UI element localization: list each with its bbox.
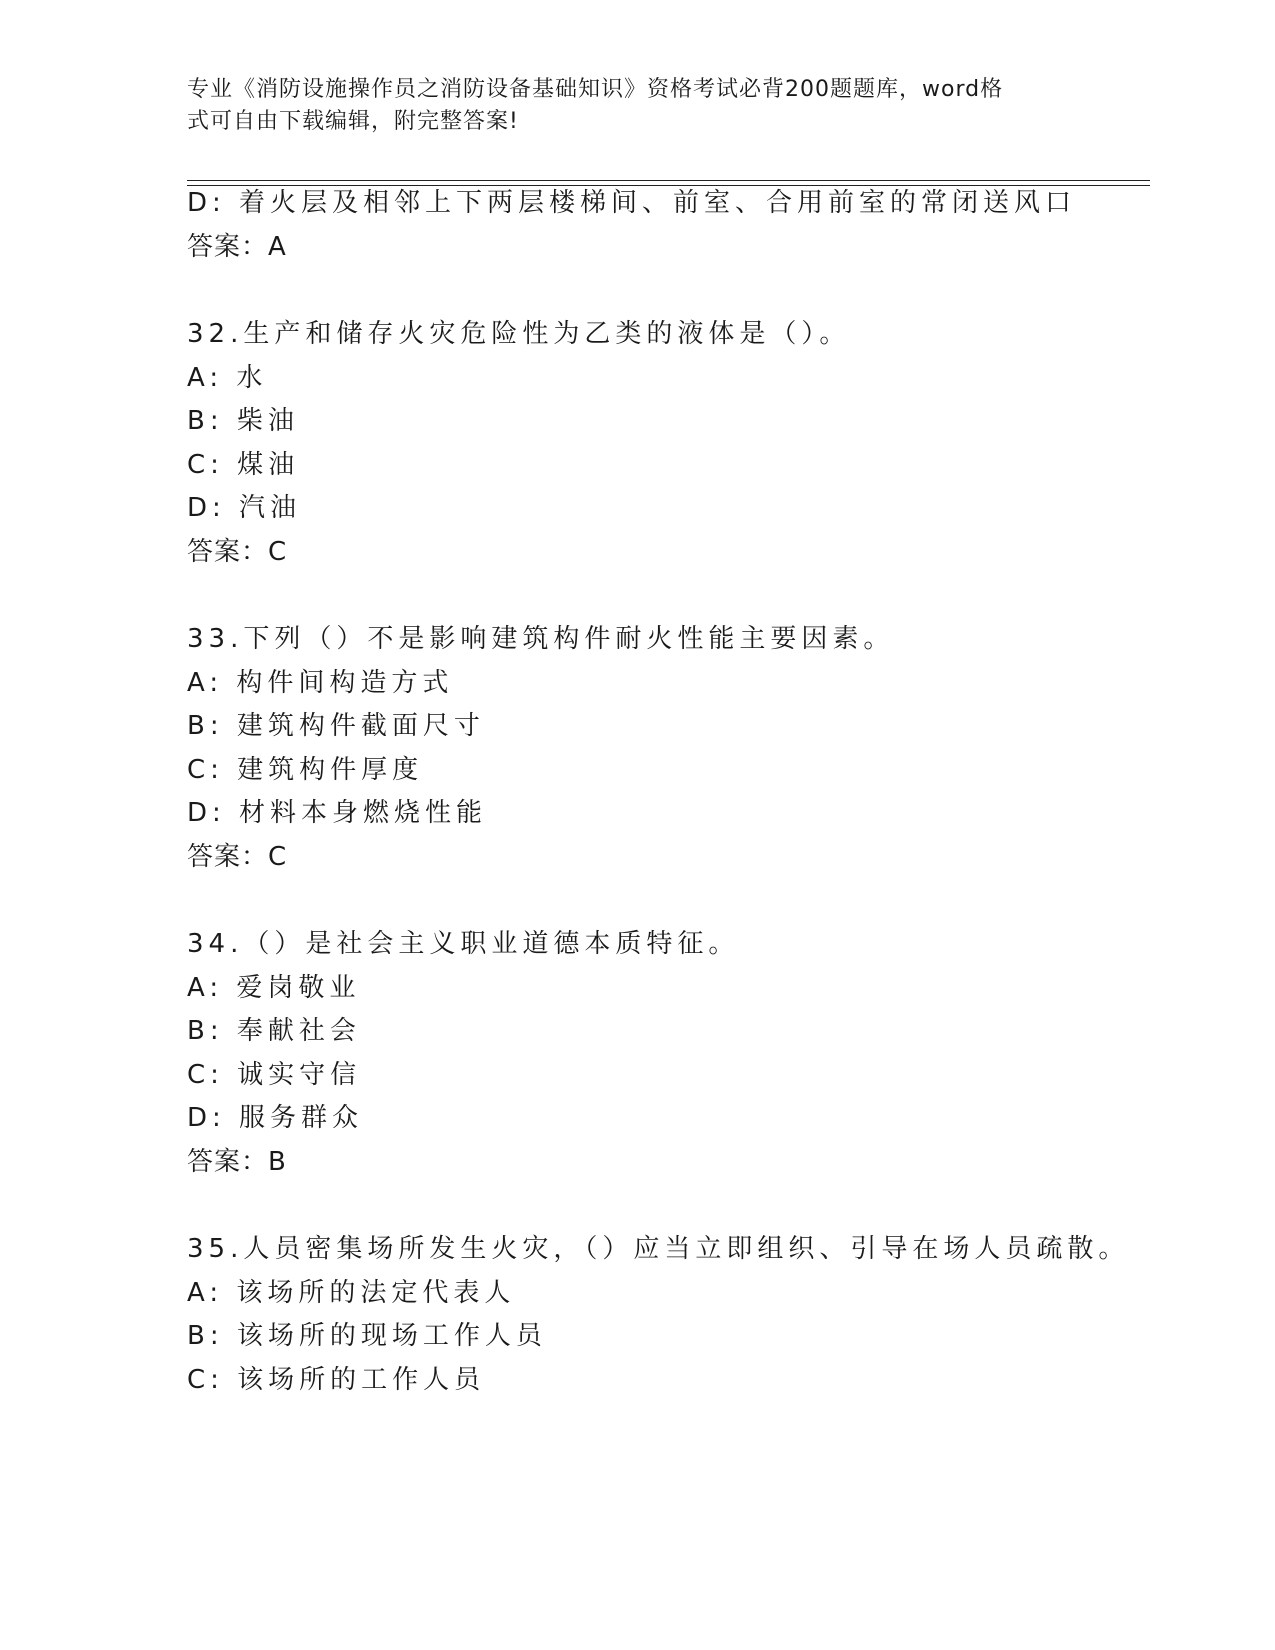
q32-option-a: A: 水	[187, 363, 268, 393]
question-32: 32.生产和储存火灾危险性为乙类的液体是（）。	[187, 319, 851, 349]
q34-option-a: A: 爱岗敬业	[187, 973, 361, 1003]
q32-option-c: C: 煤油	[187, 450, 300, 480]
q34-option-d: D: 服务群众	[187, 1103, 364, 1133]
q35-option-c: C: 该场所的工作人员	[187, 1365, 486, 1395]
question-33: 33.下列（）不是影响建筑构件耐火性能主要因素。	[187, 624, 895, 654]
q33-option-c: C: 建筑构件厚度	[187, 755, 424, 785]
q32-option-b: B: 柴油	[187, 406, 299, 436]
q35-option-b: B: 该场所的现场工作人员	[187, 1321, 547, 1351]
question-35: 35.人员密集场所发生火灾，（）应当立即组织、引导在场人员疏散。	[187, 1234, 1130, 1264]
answer-prev: 答案：A	[187, 232, 287, 262]
option-d-prev: D: 着火层及相邻上下两层楼梯间、前室、合用前室的常闭送风口	[187, 188, 1077, 218]
q33-option-a: A: 构件间构造方式	[187, 668, 454, 698]
header-divider-top	[187, 180, 1150, 181]
document-header	[187, 74, 1067, 138]
q32-answer: 答案：C	[187, 537, 288, 567]
q33-answer: 答案：C	[187, 842, 288, 872]
q35-option-a: A: 该场所的法定代表人	[187, 1278, 516, 1308]
q33-option-b: B: 建筑构件截面尺寸	[187, 711, 485, 741]
question-34: 34.（）是社会主义职业道德本质特征。	[187, 929, 740, 959]
q34-option-b: B: 奉献社会	[187, 1016, 361, 1046]
q34-option-c: C: 诚实守信	[187, 1060, 362, 1090]
q33-option-d: D: 材料本身燃烧性能	[187, 798, 488, 828]
header-divider-bottom	[187, 185, 1150, 186]
q32-option-d: D: 汽油	[187, 493, 302, 523]
q34-answer: 答案：B	[187, 1147, 287, 1177]
header-title-line-2: 式可自由下载编辑，附完整答案!	[187, 109, 519, 134]
header-title-line-1: 专业《消防设施操作员之消防设备基础知识》资格考试必背200题题库，word格	[187, 77, 1004, 102]
